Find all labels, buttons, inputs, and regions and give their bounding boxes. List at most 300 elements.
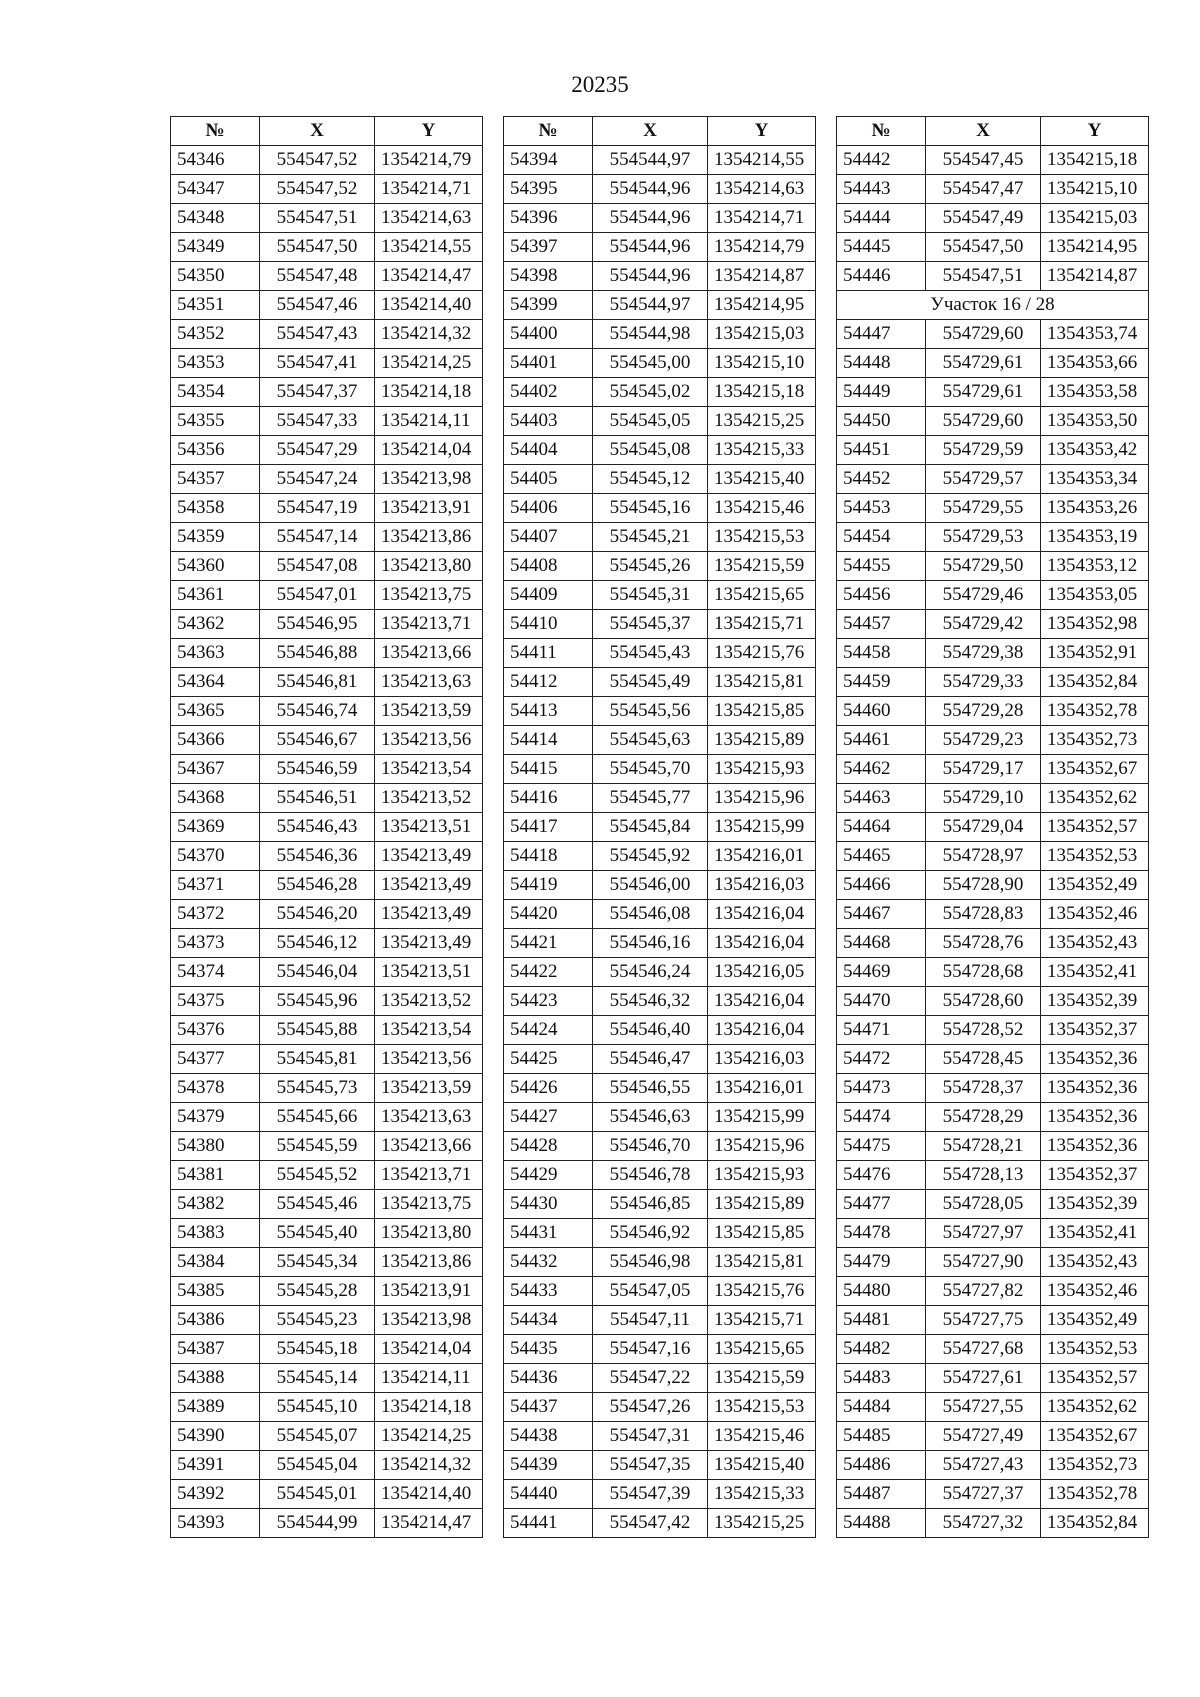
header-x: X bbox=[593, 117, 708, 146]
table-row bbox=[171, 1364, 483, 1393]
x-coordinate-cell: 554729,38 bbox=[926, 639, 1041, 668]
y-coordinate-cell: 1354352,49 bbox=[1041, 1306, 1149, 1335]
point-number-cell: 54473 bbox=[837, 1074, 926, 1103]
point-number-cell: 54362 bbox=[171, 610, 260, 639]
x-coordinate-cell: 554545,73 bbox=[260, 1074, 375, 1103]
x-coordinate-cell: 554729,17 bbox=[926, 755, 1041, 784]
table-row bbox=[171, 1132, 483, 1161]
point-number-cell: 54440 bbox=[504, 1480, 593, 1509]
x-coordinate-cell: 554547,37 bbox=[260, 378, 375, 407]
point-number-cell: 54410 bbox=[504, 610, 593, 639]
y-coordinate-cell: 1354213,56 bbox=[375, 726, 483, 755]
point-number-cell: 54369 bbox=[171, 813, 260, 842]
point-number-cell: 54400 bbox=[504, 320, 593, 349]
point-number-cell: 54463 bbox=[837, 784, 926, 813]
table-row bbox=[837, 1451, 1149, 1480]
section-row bbox=[837, 291, 1149, 320]
point-number-cell: 54436 bbox=[504, 1364, 593, 1393]
header-row bbox=[504, 117, 816, 146]
point-number-cell: 54477 bbox=[837, 1190, 926, 1219]
table-row bbox=[171, 1016, 483, 1045]
x-coordinate-cell: 554544,98 bbox=[593, 320, 708, 349]
table-row bbox=[504, 349, 816, 378]
table-row bbox=[504, 552, 816, 581]
table-row bbox=[837, 436, 1149, 465]
point-number-cell: 54355 bbox=[171, 407, 260, 436]
table-row bbox=[504, 668, 816, 697]
point-number-cell: 54352 bbox=[171, 320, 260, 349]
x-coordinate-cell: 554547,24 bbox=[260, 465, 375, 494]
table-row bbox=[171, 378, 483, 407]
y-coordinate-cell: 1354214,87 bbox=[1041, 262, 1149, 291]
point-number-cell: 54488 bbox=[837, 1509, 926, 1538]
x-coordinate-cell: 554727,82 bbox=[926, 1277, 1041, 1306]
table-row bbox=[171, 581, 483, 610]
x-coordinate-cell: 554546,70 bbox=[593, 1132, 708, 1161]
table-row bbox=[837, 349, 1149, 378]
y-coordinate-cell: 1354213,98 bbox=[375, 1306, 483, 1335]
point-number-cell: 54480 bbox=[837, 1277, 926, 1306]
y-coordinate-cell: 1354215,85 bbox=[708, 1219, 816, 1248]
point-number-cell: 54364 bbox=[171, 668, 260, 697]
y-coordinate-cell: 1354215,81 bbox=[708, 1248, 816, 1277]
x-coordinate-cell: 554547,14 bbox=[260, 523, 375, 552]
x-coordinate-cell: 554728,05 bbox=[926, 1190, 1041, 1219]
x-coordinate-cell: 554547,08 bbox=[260, 552, 375, 581]
table-row bbox=[837, 523, 1149, 552]
table-row bbox=[171, 1277, 483, 1306]
table-row bbox=[171, 523, 483, 552]
y-coordinate-cell: 1354353,74 bbox=[1041, 320, 1149, 349]
point-number-cell: 54482 bbox=[837, 1335, 926, 1364]
point-number-cell: 54454 bbox=[837, 523, 926, 552]
x-coordinate-cell: 554544,97 bbox=[593, 146, 708, 175]
y-coordinate-cell: 1354214,32 bbox=[375, 320, 483, 349]
y-coordinate-cell: 1354214,25 bbox=[375, 1422, 483, 1451]
point-number-cell: 54346 bbox=[171, 146, 260, 175]
point-number-cell: 54422 bbox=[504, 958, 593, 987]
table-row bbox=[504, 1161, 816, 1190]
x-coordinate-cell: 554546,85 bbox=[593, 1190, 708, 1219]
point-number-cell: 54448 bbox=[837, 349, 926, 378]
point-number-cell: 54430 bbox=[504, 1190, 593, 1219]
table-row bbox=[504, 1509, 816, 1538]
y-coordinate-cell: 1354353,05 bbox=[1041, 581, 1149, 610]
point-number-cell: 54376 bbox=[171, 1016, 260, 1045]
table-row bbox=[504, 581, 816, 610]
point-number-cell: 54432 bbox=[504, 1248, 593, 1277]
table-row bbox=[837, 1132, 1149, 1161]
y-coordinate-cell: 1354352,53 bbox=[1041, 842, 1149, 871]
table-row bbox=[504, 1277, 816, 1306]
y-coordinate-cell: 1354352,39 bbox=[1041, 1190, 1149, 1219]
table-row bbox=[837, 871, 1149, 900]
table-row bbox=[837, 146, 1149, 175]
x-coordinate-cell: 554729,61 bbox=[926, 349, 1041, 378]
point-number-cell: 54395 bbox=[504, 175, 593, 204]
table-row bbox=[504, 1103, 816, 1132]
point-number-cell: 54368 bbox=[171, 784, 260, 813]
x-coordinate-cell: 554547,48 bbox=[260, 262, 375, 291]
y-coordinate-cell: 1354213,54 bbox=[375, 755, 483, 784]
y-coordinate-cell: 1354215,40 bbox=[708, 465, 816, 494]
x-coordinate-cell: 554546,28 bbox=[260, 871, 375, 900]
point-number-cell: 54474 bbox=[837, 1103, 926, 1132]
table-row bbox=[504, 204, 816, 233]
table-row bbox=[504, 755, 816, 784]
y-coordinate-cell: 1354352,57 bbox=[1041, 813, 1149, 842]
x-coordinate-cell: 554546,12 bbox=[260, 929, 375, 958]
table-row bbox=[171, 871, 483, 900]
y-coordinate-cell: 1354352,39 bbox=[1041, 987, 1149, 1016]
x-coordinate-cell: 554545,01 bbox=[260, 1480, 375, 1509]
y-coordinate-cell: 1354213,59 bbox=[375, 697, 483, 726]
table-row bbox=[504, 1306, 816, 1335]
table-row bbox=[837, 1074, 1149, 1103]
x-coordinate-cell: 554546,51 bbox=[260, 784, 375, 813]
x-coordinate-cell: 554545,21 bbox=[593, 523, 708, 552]
table-row bbox=[504, 1451, 816, 1480]
point-number-cell: 54466 bbox=[837, 871, 926, 900]
table-row bbox=[837, 378, 1149, 407]
table-row bbox=[837, 610, 1149, 639]
table-row bbox=[171, 1190, 483, 1219]
x-coordinate-cell: 554547,45 bbox=[926, 146, 1041, 175]
x-coordinate-cell: 554727,68 bbox=[926, 1335, 1041, 1364]
y-coordinate-cell: 1354352,37 bbox=[1041, 1016, 1149, 1045]
table-row bbox=[504, 1219, 816, 1248]
point-number-cell: 54469 bbox=[837, 958, 926, 987]
point-number-cell: 54437 bbox=[504, 1393, 593, 1422]
table-row bbox=[171, 175, 483, 204]
y-coordinate-cell: 1354216,04 bbox=[708, 929, 816, 958]
y-coordinate-cell: 1354215,40 bbox=[708, 1451, 816, 1480]
x-coordinate-cell: 554547,22 bbox=[593, 1364, 708, 1393]
x-coordinate-cell: 554546,08 bbox=[593, 900, 708, 929]
header-num: № bbox=[504, 117, 593, 146]
y-coordinate-cell: 1354215,18 bbox=[1041, 146, 1149, 175]
point-number-cell: 54451 bbox=[837, 436, 926, 465]
table-row bbox=[837, 1306, 1149, 1335]
y-coordinate-cell: 1354352,43 bbox=[1041, 1248, 1149, 1277]
table-row bbox=[171, 1103, 483, 1132]
table-row bbox=[837, 1509, 1149, 1538]
y-coordinate-cell: 1354352,41 bbox=[1041, 1219, 1149, 1248]
x-coordinate-cell: 554728,21 bbox=[926, 1132, 1041, 1161]
point-number-cell: 54411 bbox=[504, 639, 593, 668]
y-coordinate-cell: 1354215,10 bbox=[708, 349, 816, 378]
table-row bbox=[837, 1161, 1149, 1190]
y-coordinate-cell: 1354215,76 bbox=[708, 639, 816, 668]
y-coordinate-cell: 1354215,65 bbox=[708, 581, 816, 610]
x-coordinate-cell: 554729,53 bbox=[926, 523, 1041, 552]
point-number-cell: 54456 bbox=[837, 581, 926, 610]
point-number-cell: 54435 bbox=[504, 1335, 593, 1364]
table-row bbox=[171, 813, 483, 842]
point-number-cell: 54358 bbox=[171, 494, 260, 523]
y-coordinate-cell: 1354352,67 bbox=[1041, 755, 1149, 784]
y-coordinate-cell: 1354213,86 bbox=[375, 523, 483, 552]
y-coordinate-cell: 1354215,96 bbox=[708, 1132, 816, 1161]
y-coordinate-cell: 1354213,66 bbox=[375, 639, 483, 668]
x-coordinate-cell: 554728,45 bbox=[926, 1045, 1041, 1074]
table-row bbox=[504, 494, 816, 523]
point-number-cell: 54366 bbox=[171, 726, 260, 755]
point-number-cell: 54370 bbox=[171, 842, 260, 871]
point-number-cell: 54402 bbox=[504, 378, 593, 407]
table-row bbox=[171, 1451, 483, 1480]
x-coordinate-cell: 554547,16 bbox=[593, 1335, 708, 1364]
x-coordinate-cell: 554545,81 bbox=[260, 1045, 375, 1074]
x-coordinate-cell: 554546,20 bbox=[260, 900, 375, 929]
x-coordinate-cell: 554545,56 bbox=[593, 697, 708, 726]
x-coordinate-cell: 554547,52 bbox=[260, 175, 375, 204]
point-number-cell: 54418 bbox=[504, 842, 593, 871]
x-coordinate-cell: 554545,96 bbox=[260, 987, 375, 1016]
table-row bbox=[837, 581, 1149, 610]
point-number-cell: 54401 bbox=[504, 349, 593, 378]
y-coordinate-cell: 1354214,40 bbox=[375, 1480, 483, 1509]
table-row bbox=[504, 987, 816, 1016]
table-row bbox=[837, 1045, 1149, 1074]
table-row bbox=[504, 1190, 816, 1219]
x-coordinate-cell: 554545,16 bbox=[593, 494, 708, 523]
x-coordinate-cell: 554544,96 bbox=[593, 175, 708, 204]
x-coordinate-cell: 554729,23 bbox=[926, 726, 1041, 755]
point-number-cell: 54408 bbox=[504, 552, 593, 581]
x-coordinate-cell: 554547,19 bbox=[260, 494, 375, 523]
y-coordinate-cell: 1354216,03 bbox=[708, 1045, 816, 1074]
point-number-cell: 54353 bbox=[171, 349, 260, 378]
table-row bbox=[504, 233, 816, 262]
point-number-cell: 54443 bbox=[837, 175, 926, 204]
x-coordinate-cell: 554545,14 bbox=[260, 1364, 375, 1393]
y-coordinate-cell: 1354352,36 bbox=[1041, 1103, 1149, 1132]
y-coordinate-cell: 1354215,71 bbox=[708, 610, 816, 639]
point-number-cell: 54442 bbox=[837, 146, 926, 175]
y-coordinate-cell: 1354215,18 bbox=[708, 378, 816, 407]
y-coordinate-cell: 1354214,18 bbox=[375, 378, 483, 407]
y-coordinate-cell: 1354215,10 bbox=[1041, 175, 1149, 204]
y-coordinate-cell: 1354215,46 bbox=[708, 494, 816, 523]
table-row bbox=[837, 813, 1149, 842]
x-coordinate-cell: 554547,49 bbox=[926, 204, 1041, 233]
x-coordinate-cell: 554728,60 bbox=[926, 987, 1041, 1016]
y-coordinate-cell: 1354213,63 bbox=[375, 668, 483, 697]
point-number-cell: 54359 bbox=[171, 523, 260, 552]
y-coordinate-cell: 1354214,55 bbox=[375, 233, 483, 262]
table-row bbox=[171, 436, 483, 465]
point-number-cell: 54383 bbox=[171, 1219, 260, 1248]
x-coordinate-cell: 554545,04 bbox=[260, 1451, 375, 1480]
y-coordinate-cell: 1354352,73 bbox=[1041, 1451, 1149, 1480]
point-number-cell: 54377 bbox=[171, 1045, 260, 1074]
y-coordinate-cell: 1354215,89 bbox=[708, 726, 816, 755]
x-coordinate-cell: 554727,43 bbox=[926, 1451, 1041, 1480]
point-number-cell: 54398 bbox=[504, 262, 593, 291]
point-number-cell: 54374 bbox=[171, 958, 260, 987]
table-row bbox=[837, 1480, 1149, 1509]
point-number-cell: 54361 bbox=[171, 581, 260, 610]
y-coordinate-cell: 1354214,11 bbox=[375, 1364, 483, 1393]
x-coordinate-cell: 554545,46 bbox=[260, 1190, 375, 1219]
table-row bbox=[171, 610, 483, 639]
point-number-cell: 54416 bbox=[504, 784, 593, 813]
header-x: X bbox=[926, 117, 1041, 146]
point-number-cell: 54403 bbox=[504, 407, 593, 436]
table-row bbox=[171, 842, 483, 871]
y-coordinate-cell: 1354215,65 bbox=[708, 1335, 816, 1364]
table-row bbox=[837, 552, 1149, 581]
x-coordinate-cell: 554729,46 bbox=[926, 581, 1041, 610]
x-coordinate-cell: 554545,52 bbox=[260, 1161, 375, 1190]
y-coordinate-cell: 1354352,62 bbox=[1041, 784, 1149, 813]
y-coordinate-cell: 1354352,91 bbox=[1041, 639, 1149, 668]
table-row bbox=[837, 987, 1149, 1016]
x-coordinate-cell: 554729,55 bbox=[926, 494, 1041, 523]
table-row bbox=[171, 929, 483, 958]
y-coordinate-cell: 1354215,53 bbox=[708, 1393, 816, 1422]
x-coordinate-cell: 554545,34 bbox=[260, 1248, 375, 1277]
point-number-cell: 54459 bbox=[837, 668, 926, 697]
table-row bbox=[837, 958, 1149, 987]
table-row bbox=[504, 1016, 816, 1045]
coordinates-table-3 bbox=[836, 116, 1149, 1538]
table-row bbox=[837, 842, 1149, 871]
y-coordinate-cell: 1354214,04 bbox=[375, 436, 483, 465]
x-coordinate-cell: 554729,33 bbox=[926, 668, 1041, 697]
table-row bbox=[171, 1306, 483, 1335]
table-row bbox=[171, 494, 483, 523]
table-row bbox=[504, 1045, 816, 1074]
x-coordinate-cell: 554545,18 bbox=[260, 1335, 375, 1364]
x-coordinate-cell: 554546,24 bbox=[593, 958, 708, 987]
point-number-cell: 54453 bbox=[837, 494, 926, 523]
table-row bbox=[171, 320, 483, 349]
point-number-cell: 54486 bbox=[837, 1451, 926, 1480]
table-row bbox=[837, 465, 1149, 494]
header-num: № bbox=[171, 117, 260, 146]
table-row bbox=[504, 697, 816, 726]
coordinates-table-2 bbox=[503, 116, 816, 1538]
x-coordinate-cell: 554728,97 bbox=[926, 842, 1041, 871]
x-coordinate-cell: 554545,77 bbox=[593, 784, 708, 813]
header-row bbox=[171, 117, 483, 146]
x-coordinate-cell: 554545,08 bbox=[593, 436, 708, 465]
header-x: X bbox=[260, 117, 375, 146]
y-coordinate-cell: 1354213,49 bbox=[375, 842, 483, 871]
x-coordinate-cell: 554546,74 bbox=[260, 697, 375, 726]
table-row bbox=[504, 929, 816, 958]
y-coordinate-cell: 1354215,76 bbox=[708, 1277, 816, 1306]
coordinates-table-1 bbox=[170, 116, 483, 1538]
table-row bbox=[837, 1277, 1149, 1306]
x-coordinate-cell: 554546,00 bbox=[593, 871, 708, 900]
table-row bbox=[504, 378, 816, 407]
x-coordinate-cell: 554546,47 bbox=[593, 1045, 708, 1074]
x-coordinate-cell: 554727,90 bbox=[926, 1248, 1041, 1277]
point-number-cell: 54354 bbox=[171, 378, 260, 407]
table-row bbox=[171, 1074, 483, 1103]
x-coordinate-cell: 554727,37 bbox=[926, 1480, 1041, 1509]
table-row bbox=[504, 1248, 816, 1277]
point-number-cell: 54483 bbox=[837, 1364, 926, 1393]
x-coordinate-cell: 554547,52 bbox=[260, 146, 375, 175]
point-number-cell: 54392 bbox=[171, 1480, 260, 1509]
y-coordinate-cell: 1354214,63 bbox=[375, 204, 483, 233]
x-coordinate-cell: 554546,88 bbox=[260, 639, 375, 668]
point-number-cell: 54433 bbox=[504, 1277, 593, 1306]
point-number-cell: 54425 bbox=[504, 1045, 593, 1074]
y-coordinate-cell: 1354352,49 bbox=[1041, 871, 1149, 900]
x-coordinate-cell: 554729,28 bbox=[926, 697, 1041, 726]
point-number-cell: 54481 bbox=[837, 1306, 926, 1335]
point-number-cell: 54419 bbox=[504, 871, 593, 900]
table-row bbox=[171, 1393, 483, 1422]
y-coordinate-cell: 1354214,32 bbox=[375, 1451, 483, 1480]
y-coordinate-cell: 1354353,19 bbox=[1041, 523, 1149, 552]
y-coordinate-cell: 1354352,62 bbox=[1041, 1393, 1149, 1422]
table-row bbox=[837, 1219, 1149, 1248]
y-coordinate-cell: 1354216,03 bbox=[708, 871, 816, 900]
point-number-cell: 54373 bbox=[171, 929, 260, 958]
header-y: Y bbox=[708, 117, 816, 146]
table-row bbox=[504, 784, 816, 813]
point-number-cell: 54357 bbox=[171, 465, 260, 494]
table-row bbox=[837, 1393, 1149, 1422]
x-coordinate-cell: 554727,97 bbox=[926, 1219, 1041, 1248]
y-coordinate-cell: 1354215,71 bbox=[708, 1306, 816, 1335]
table-row bbox=[171, 233, 483, 262]
y-coordinate-cell: 1354352,46 bbox=[1041, 1277, 1149, 1306]
y-coordinate-cell: 1354214,11 bbox=[375, 407, 483, 436]
y-coordinate-cell: 1354214,47 bbox=[375, 1509, 483, 1538]
table-row bbox=[837, 755, 1149, 784]
table-row bbox=[171, 146, 483, 175]
table-row bbox=[837, 1016, 1149, 1045]
x-coordinate-cell: 554728,68 bbox=[926, 958, 1041, 987]
y-coordinate-cell: 1354352,36 bbox=[1041, 1074, 1149, 1103]
y-coordinate-cell: 1354213,54 bbox=[375, 1016, 483, 1045]
y-coordinate-cell: 1354216,04 bbox=[708, 1016, 816, 1045]
y-coordinate-cell: 1354215,33 bbox=[708, 1480, 816, 1509]
x-coordinate-cell: 554546,95 bbox=[260, 610, 375, 639]
point-number-cell: 54409 bbox=[504, 581, 593, 610]
y-coordinate-cell: 1354213,49 bbox=[375, 929, 483, 958]
table-row bbox=[837, 726, 1149, 755]
table-row bbox=[504, 842, 816, 871]
point-number-cell: 54389 bbox=[171, 1393, 260, 1422]
point-number-cell: 54420 bbox=[504, 900, 593, 929]
y-coordinate-cell: 1354213,80 bbox=[375, 1219, 483, 1248]
y-coordinate-cell: 1354352,36 bbox=[1041, 1045, 1149, 1074]
point-number-cell: 54428 bbox=[504, 1132, 593, 1161]
y-coordinate-cell: 1354352,43 bbox=[1041, 929, 1149, 958]
y-coordinate-cell: 1354215,89 bbox=[708, 1190, 816, 1219]
x-coordinate-cell: 554545,59 bbox=[260, 1132, 375, 1161]
x-coordinate-cell: 554547,42 bbox=[593, 1509, 708, 1538]
y-coordinate-cell: 1354352,84 bbox=[1041, 668, 1149, 697]
y-coordinate-cell: 1354215,25 bbox=[708, 1509, 816, 1538]
point-number-cell: 54351 bbox=[171, 291, 260, 320]
y-coordinate-cell: 1354214,71 bbox=[375, 175, 483, 204]
x-coordinate-cell: 554728,52 bbox=[926, 1016, 1041, 1045]
table-row bbox=[171, 987, 483, 1016]
y-coordinate-cell: 1354213,75 bbox=[375, 581, 483, 610]
x-coordinate-cell: 554545,26 bbox=[593, 552, 708, 581]
point-number-cell: 54390 bbox=[171, 1422, 260, 1451]
x-coordinate-cell: 554545,00 bbox=[593, 349, 708, 378]
